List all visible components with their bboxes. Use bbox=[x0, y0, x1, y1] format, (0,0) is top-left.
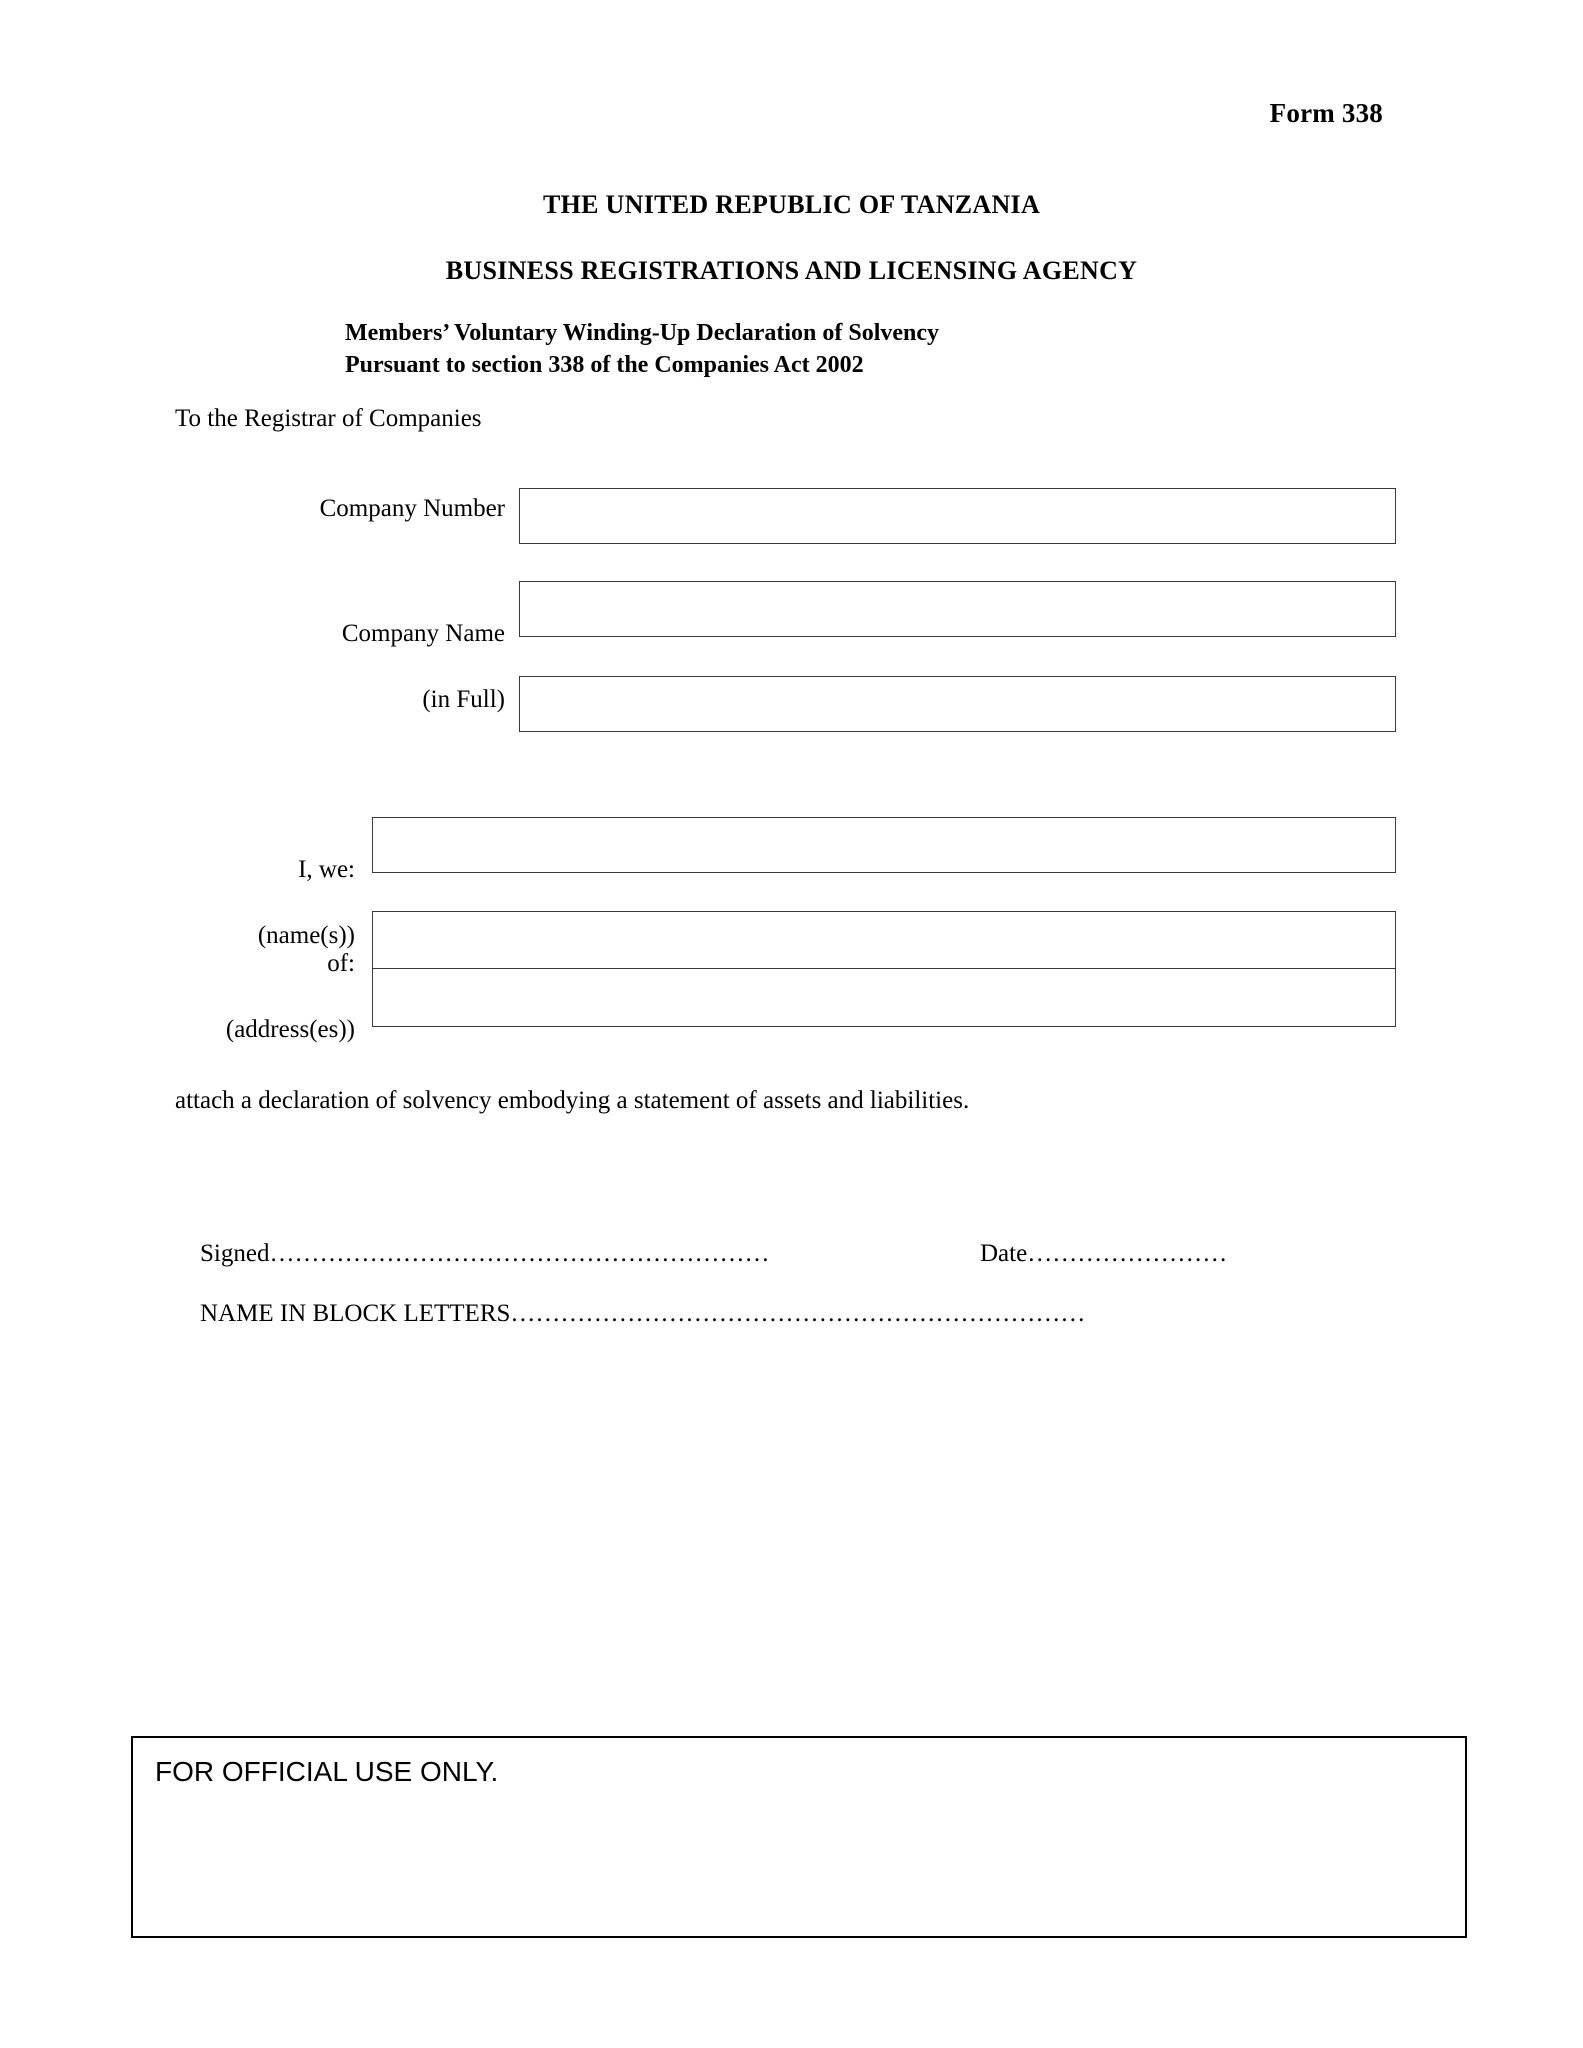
republic-heading: THE UNITED REPUBLIC OF TANZANIA bbox=[542, 190, 1041, 219]
form-subtitle bbox=[345, 318, 1245, 381]
form-subtitle-line-2: Pursuant to section 338 of the Companies Act 2002 bbox=[345, 351, 864, 378]
block-name-label: NAME IN BLOCK LETTERS bbox=[200, 1300, 511, 1327]
date-label: Date bbox=[980, 1240, 1028, 1267]
declaration-statement: attach a declaration of solvency embodying a statement of assets and liabilities. bbox=[175, 1087, 970, 1114]
official-use-box[interactable] bbox=[131, 1736, 1467, 1938]
declarant-names-label-line-1: I, we: bbox=[298, 856, 355, 883]
date-dot-leader[interactable]: …………………… bbox=[1027, 1240, 1228, 1267]
company-name-input[interactable] bbox=[519, 581, 1396, 637]
form-number: Form 338 bbox=[1269, 98, 1383, 128]
declarant-address-input-line-2[interactable] bbox=[372, 969, 1396, 1027]
company-number-label: Company Number bbox=[319, 495, 505, 522]
declarant-addresses-label bbox=[120, 914, 355, 1046]
signed-label: Signed bbox=[200, 1240, 270, 1267]
addressee-line: To the Registrar of Companies bbox=[175, 405, 482, 432]
company-name-input-continuation[interactable] bbox=[519, 676, 1396, 732]
declarant-addresses-label-line-1: of: bbox=[327, 950, 355, 977]
declarant-names-input[interactable] bbox=[372, 817, 1396, 873]
form-subtitle-line-1: Members’ Voluntary Winding-Up Declaration of Solvency bbox=[345, 320, 940, 346]
block-name-line bbox=[175, 1272, 1085, 1356]
company-name-label-line-2: (in Full) bbox=[422, 686, 505, 713]
declarant-addresses-label-line-2: (address(es)) bbox=[225, 1016, 355, 1043]
declarant-address-input-line-1[interactable] bbox=[372, 911, 1396, 969]
company-number-input[interactable] bbox=[519, 488, 1396, 544]
block-name-dot-leader[interactable]: …………………………………………………………… bbox=[510, 1300, 1086, 1327]
company-name-label bbox=[175, 584, 505, 716]
official-use-title: FOR OFFICIAL USE ONLY. bbox=[155, 1756, 499, 1787]
declarant-names-label-line-2: (name(s)) bbox=[257, 922, 355, 949]
company-name-label-line-1: Company Name bbox=[341, 620, 505, 647]
document-header bbox=[0, 190, 1583, 286]
signed-dot-leader[interactable]: …………………………………………………… bbox=[269, 1240, 770, 1267]
agency-heading: BUSINESS REGISTRATIONS AND LICENSING AGENCY bbox=[445, 256, 1138, 285]
